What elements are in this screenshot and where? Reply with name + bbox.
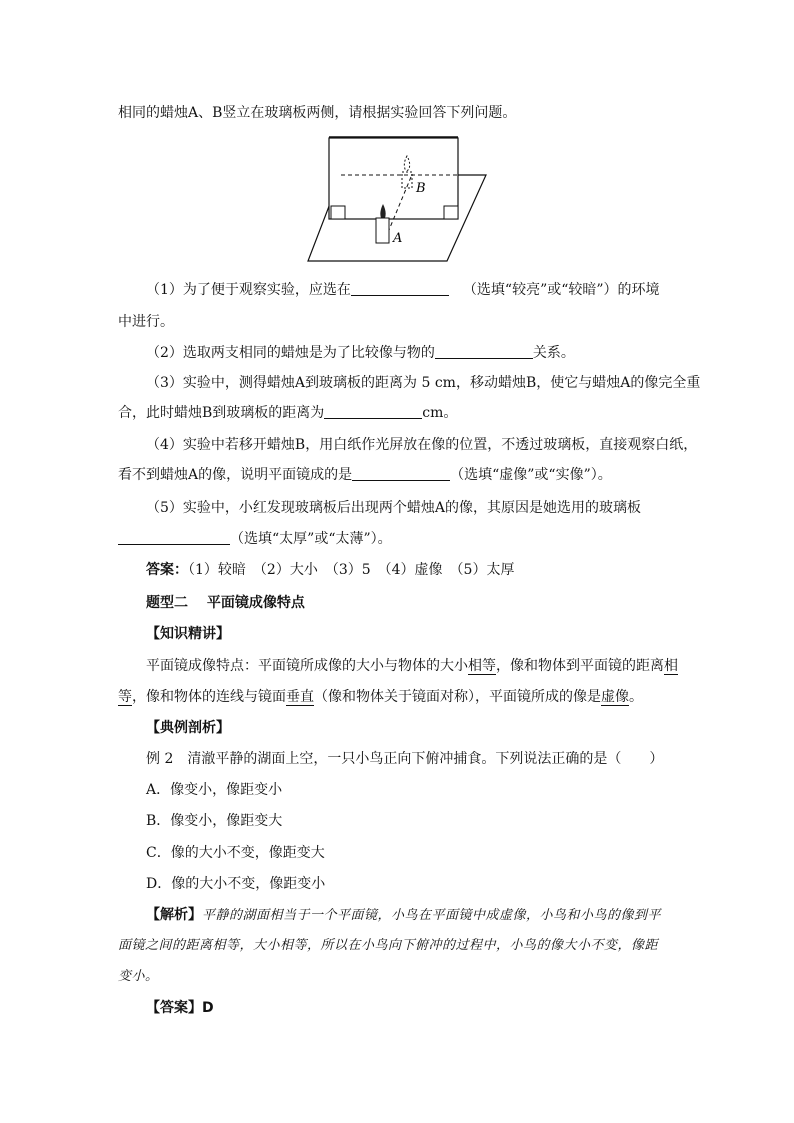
question-1: （1）为了便于观察实验，应选在 （选填“较亮”或“较暗”）的环境: [146, 282, 660, 298]
question-3-line2: 合，此时蜡烛B到玻璃板的距离为 cm。: [118, 405, 458, 421]
question-5-line2: （选填“太厚”或“太薄”）。: [118, 529, 392, 549]
answer-blank-2: [435, 343, 533, 359]
question-1-continued: 中进行。: [118, 314, 174, 330]
option-b: B．像变小，像距变大: [146, 813, 283, 829]
option-d: D．像的大小不变，像距变小: [146, 876, 326, 892]
example-2-question: 例 2 清澈平静的湖面上空，一只小鸟正向下俯冲捕食。下列说法正确的是（ ）: [146, 751, 664, 767]
final-answer: 【答案】D: [146, 1000, 214, 1016]
intro-text: 相同的蜡烛A、B竖立在玻璃板两侧，请根据实验回答下列问题。: [118, 105, 517, 121]
question-4-line2: 看不到蜡烛A的像，说明平面镜成的是 （选填“虚像”或“实像”）。: [118, 467, 612, 483]
knowledge-header: 【知识精讲】: [146, 626, 230, 642]
option-a: A．像变小，像距变小: [146, 782, 283, 798]
question-3-line1: （3）实验中，测得蜡烛A到玻璃板的距离为 5 cm，移动蜡烛B，使它与蜡烛A的像完全重: [146, 375, 701, 391]
question-2: （2）选取两支相同的蜡烛是为了比较像与物的 关系。: [146, 345, 575, 361]
answer-blank-3: [324, 403, 422, 419]
answer-blank-5: [118, 529, 230, 545]
stand-left: [331, 206, 345, 219]
analysis-line1: 【解析】平静的湖面相当于一个平面镜，小鸟在平面镜中成虚像，小鸟和小鸟的像到平: [146, 907, 662, 923]
knowledge-line1: 平面镜成像特点：平面镜所成像的大小与物体的大小相等，像和物体到平面镜的距离相: [146, 658, 678, 674]
option-c: C．像的大小不变，像距变大: [146, 845, 325, 861]
label-a: A: [393, 231, 403, 246]
analysis-line2: 面镜之间的距离相等，大小相等，所以在小鸟向下俯冲的过程中，小鸟的像大小不变，像距: [118, 938, 659, 953]
question-4-line1: （4）实验中若移开蜡烛B，用白纸作光屏放在像的位置，不透过玻璃板，直接观察白纸，: [146, 437, 698, 453]
answer-blank-1: [351, 280, 449, 296]
label-b: B: [416, 181, 426, 196]
topic-2-heading: 题型二 平面镜成像特点: [146, 595, 305, 611]
answer-blank-4: [352, 465, 450, 481]
stand-right: [444, 206, 458, 219]
knowledge-line2: 等，像和物体的连线与镜面垂直（像和物体关于镜面对称），平面镜所成的像是虚像。: [118, 689, 643, 705]
question-5-line1: （5）实验中，小红发现玻璃板后出现两个蜡烛A的像，其原因是她选用的玻璃板: [146, 500, 642, 516]
analysis-line3: 变小。: [118, 969, 159, 984]
example-header: 【典例剖析】: [146, 720, 230, 736]
experiment-figure: [306, 132, 492, 264]
glass-plate: [329, 138, 458, 219]
answer-1: 答案：（1）较暗 （2）大小 （3）5 （4）虚像 （5）太厚: [146, 562, 515, 578]
